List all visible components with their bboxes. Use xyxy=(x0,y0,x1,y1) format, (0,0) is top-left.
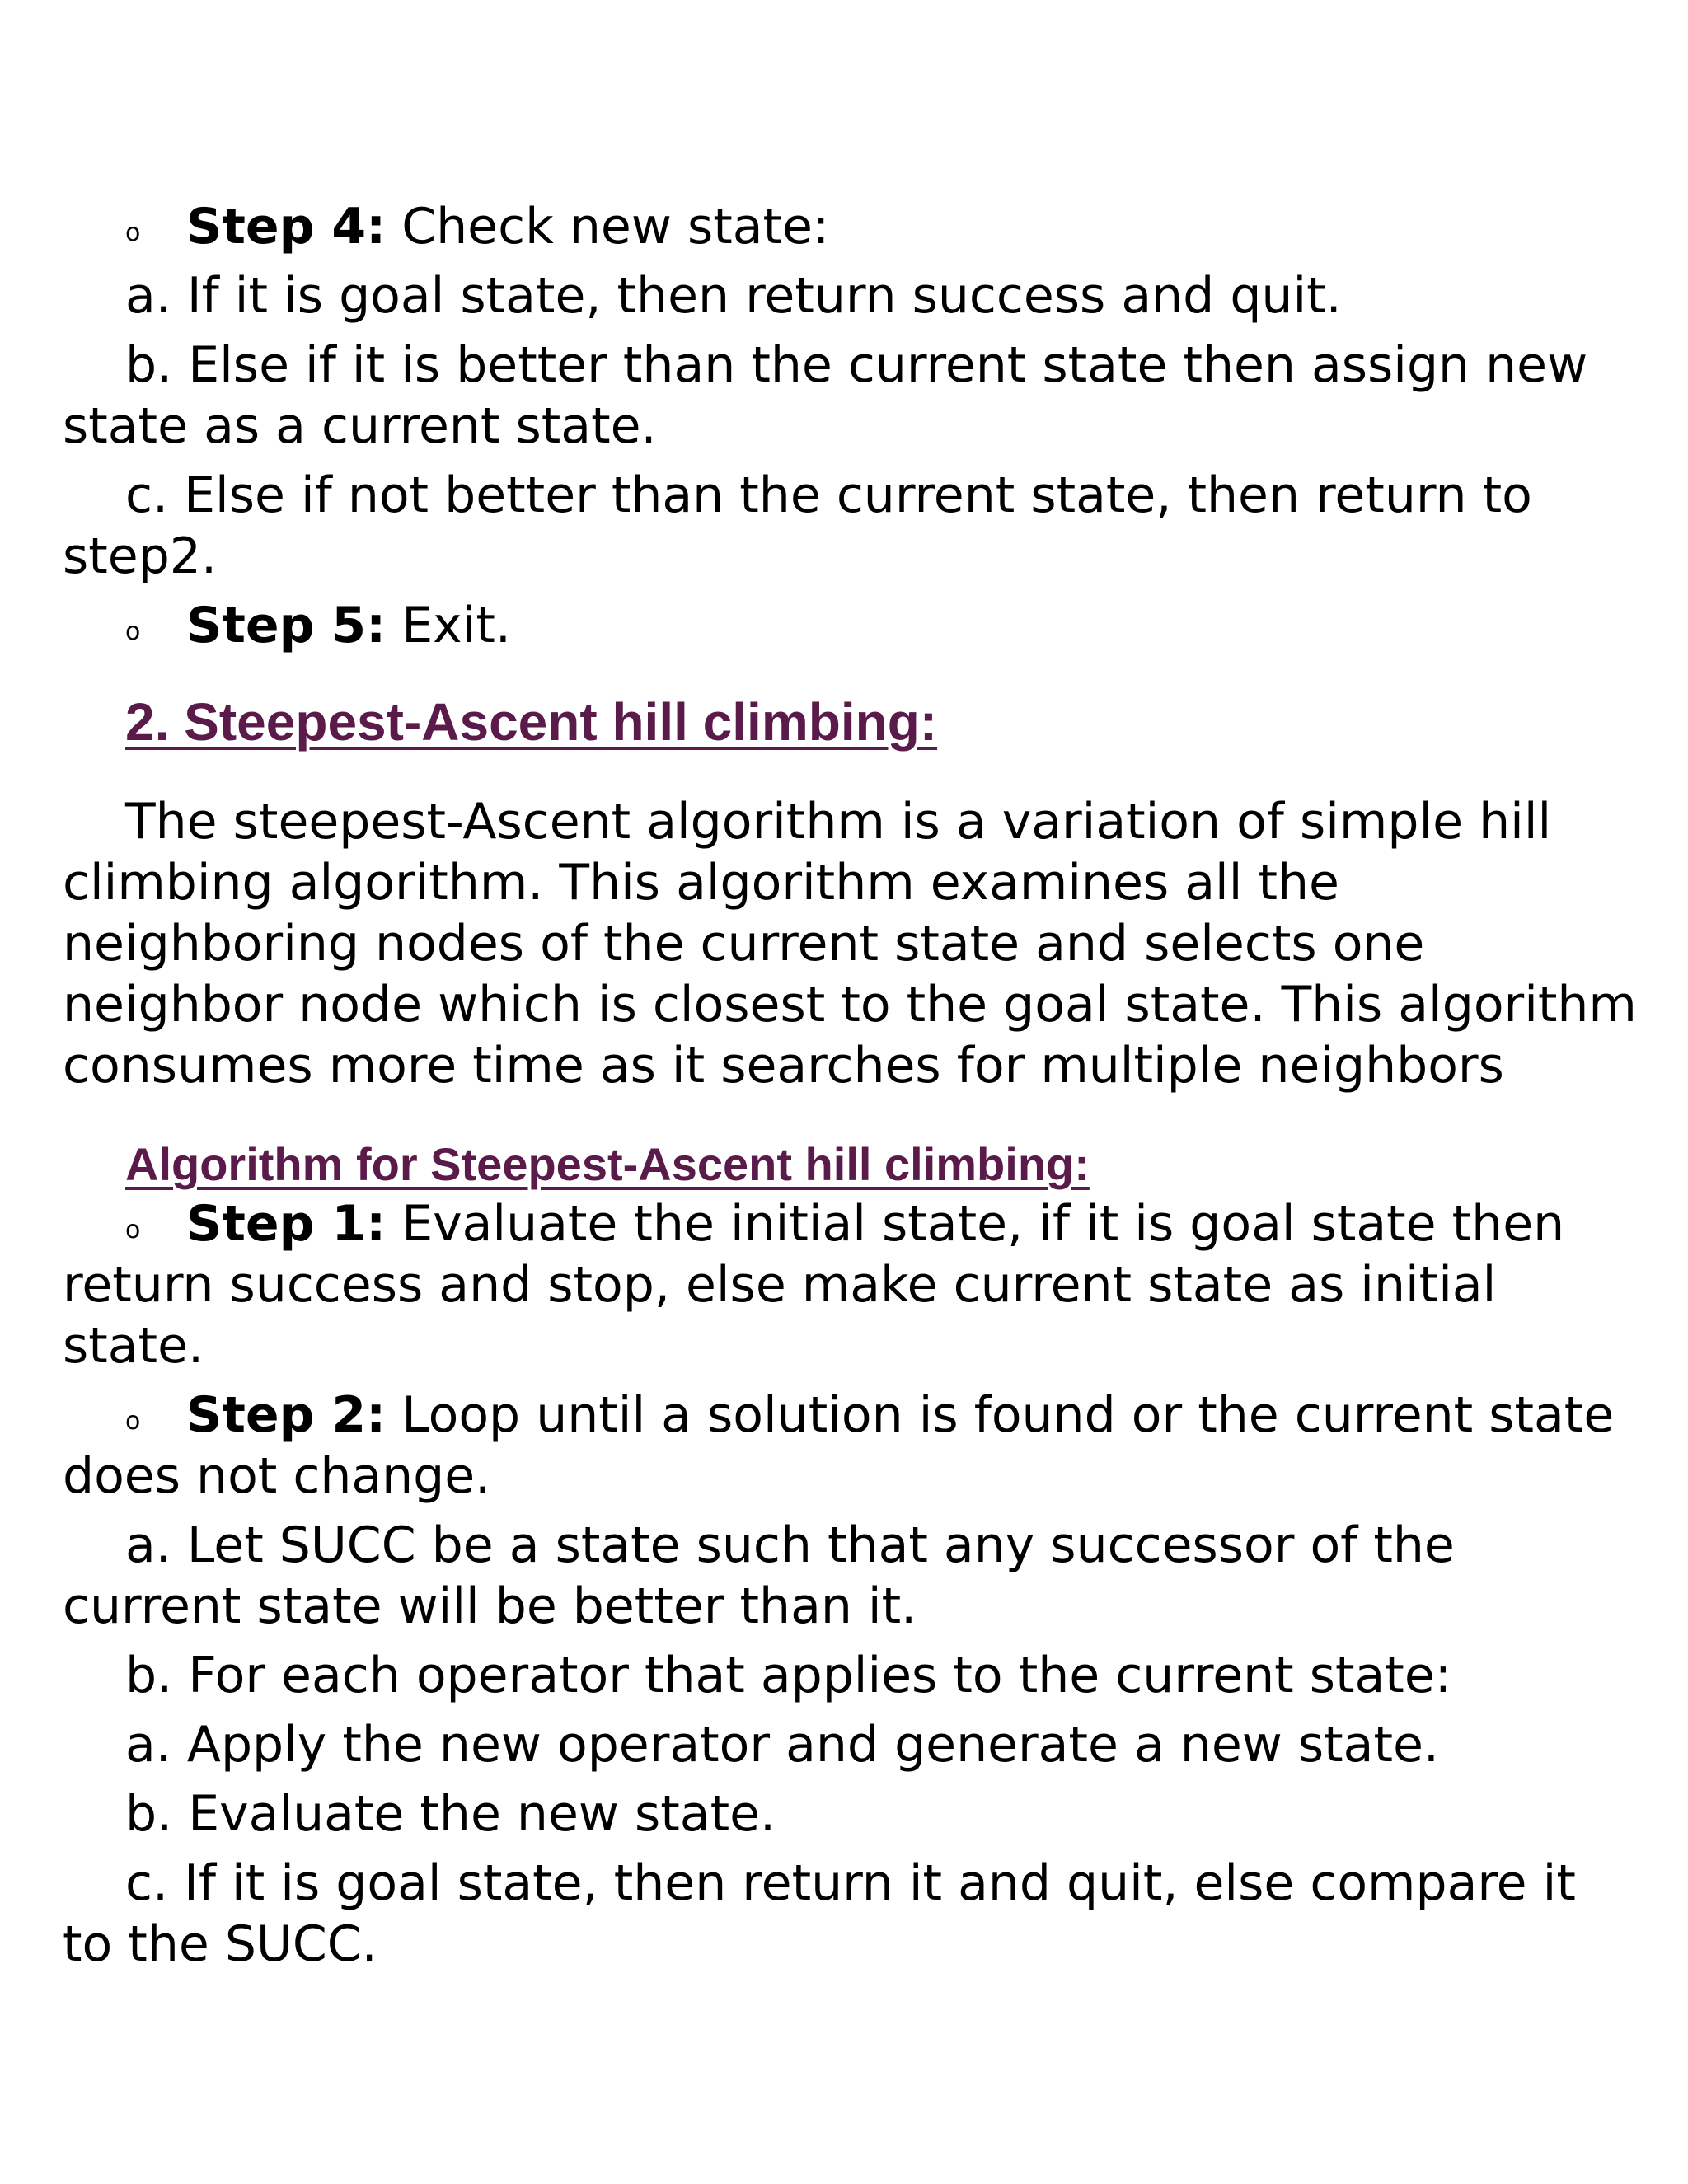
step-5 xyxy=(63,595,1637,656)
bullet-icon: o xyxy=(125,1216,141,1244)
bullet-icon: o xyxy=(125,218,141,247)
step-4-a: a. If it is goal state, then return success and quit. xyxy=(125,267,1342,325)
section-paragraph: The steepest-Ascent algorithm is a variation of simple hill climbing algorithm. This algorithm examines all the neighboring nodes of the current state and selects one neighbor node which is closest to the goal state. This algorithm consumes more time as it searches for multiple neighbors xyxy=(63,793,1637,1094)
algorithm-step-2-b-b: b. Evaluate the new state. xyxy=(125,1785,776,1843)
document-page xyxy=(63,196,1637,1975)
algorithm-heading: Algorithm for Steepest-Ascent hill climbing: xyxy=(125,1138,1090,1190)
step-4-c: c. Else if not better than the current state, then return to step2. xyxy=(63,466,1532,585)
step-5-text: Exit. xyxy=(386,597,511,654)
algorithm-step-1-text: Evaluate the initial state, if it is goal state then return success and stop, else make current state as initial state. xyxy=(63,1195,1565,1375)
algorithm-step-1 xyxy=(63,1193,1637,1376)
algorithm-step-2-b-c: c. If it is goal state, then return it and quit, else compare it to the SUCC. xyxy=(63,1854,1576,1973)
step-5-label: Step 5: xyxy=(186,597,387,654)
algorithm-step-1-label: Step 1: xyxy=(186,1195,387,1253)
algorithm-step-2-text: Loop until a solution is found or the current state does not change. xyxy=(63,1386,1615,1505)
bullet-icon: o xyxy=(125,617,141,646)
algorithm-step-2-b: b. For each operator that applies to the current state: xyxy=(125,1647,1451,1704)
step-4 xyxy=(63,196,1637,257)
algorithm-step-2-b-a: a. Apply the new operator and generate a new state. xyxy=(125,1716,1439,1774)
bullet-icon: o xyxy=(125,1407,141,1436)
section-heading: 2. Steepest-Ascent hill climbing: xyxy=(125,692,938,752)
step-4-text: Check new state: xyxy=(386,198,830,255)
algorithm-step-2-a: a. Let SUCC be a state such that any successor of the current state will be better than it. xyxy=(63,1516,1455,1635)
algorithm-step-2 xyxy=(63,1385,1637,1507)
algorithm-step-2-label: Step 2: xyxy=(186,1386,387,1444)
step-4-b: b. Else if it is better than the current state then assign new state as a current state. xyxy=(63,336,1588,455)
step-4-label: Step 4: xyxy=(186,198,387,255)
